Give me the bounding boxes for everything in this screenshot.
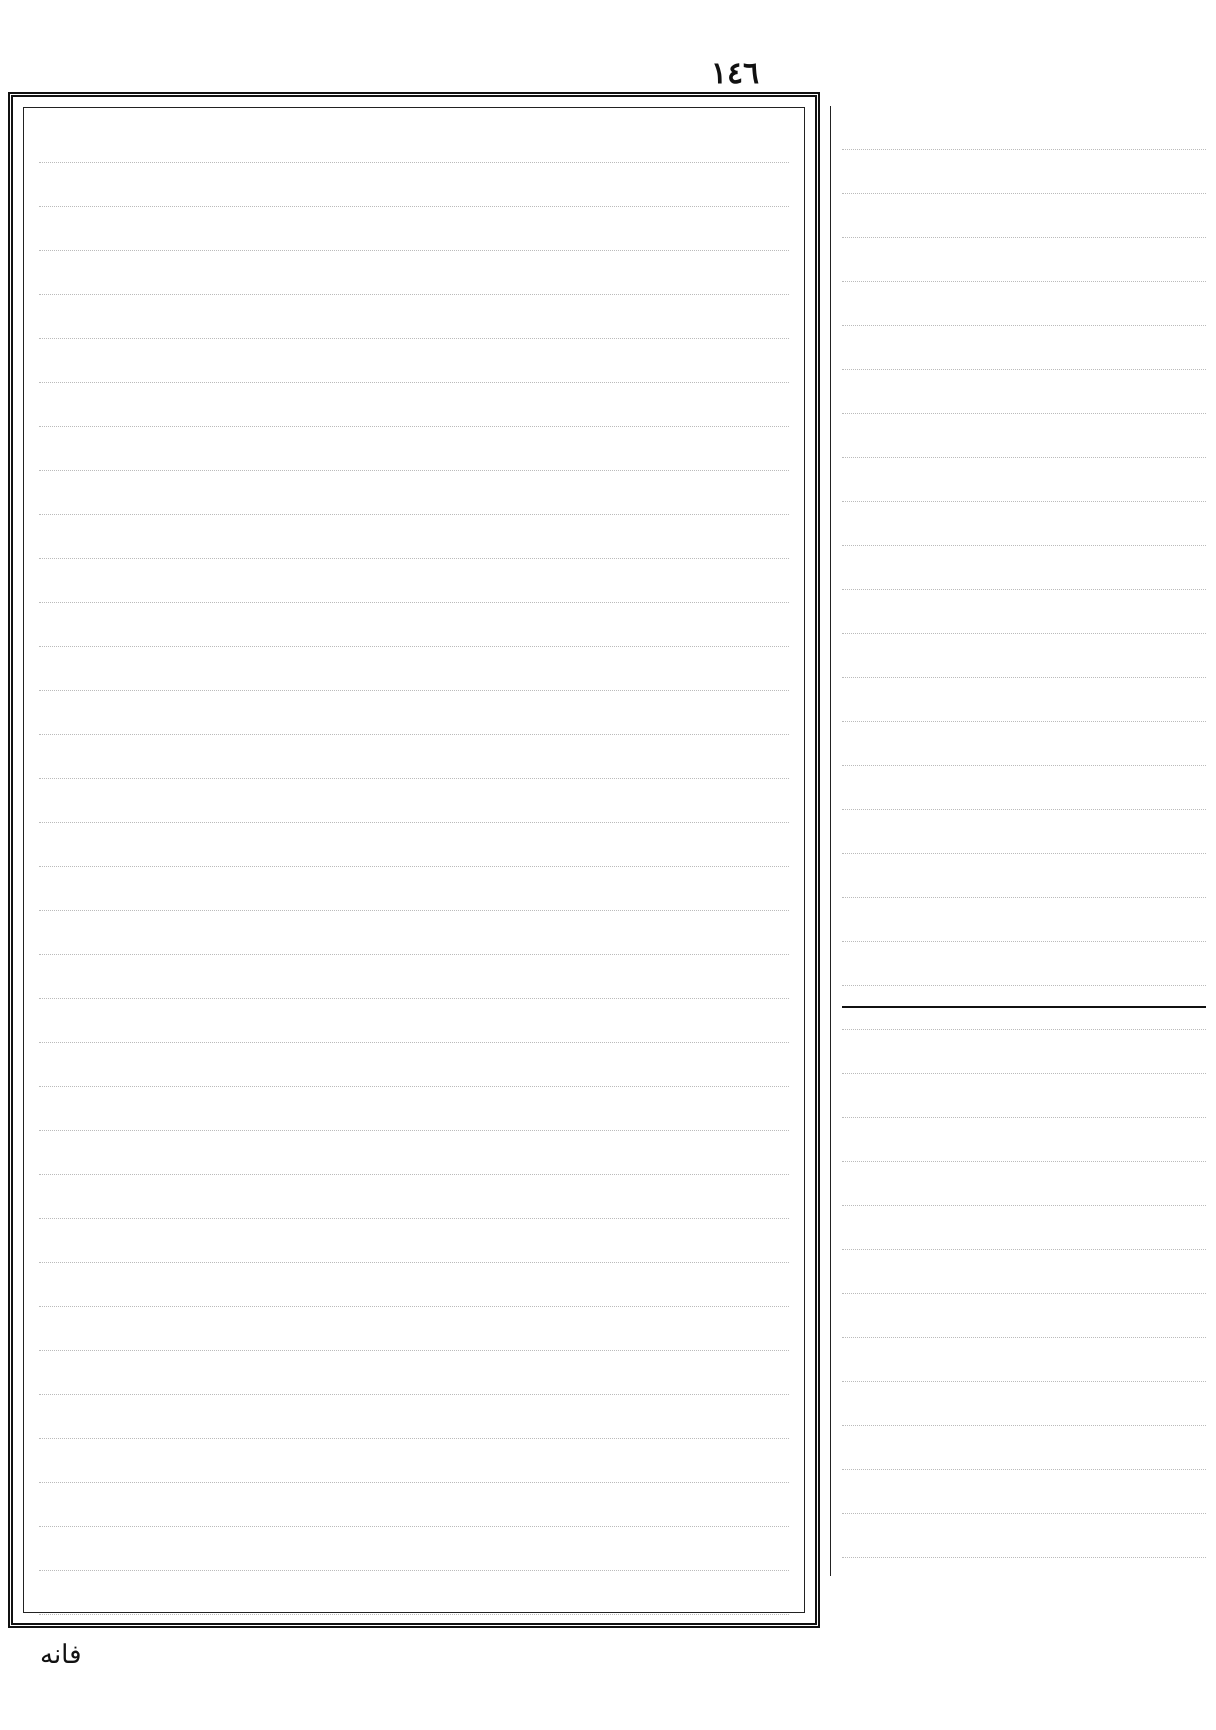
margin-text-line	[842, 810, 1206, 854]
main-text-line	[39, 603, 789, 647]
main-text-line	[39, 515, 789, 559]
main-text-line	[39, 691, 789, 735]
margin-text-line	[842, 194, 1206, 238]
margin-text-line	[842, 1514, 1206, 1558]
main-text-line	[39, 1175, 789, 1219]
margin-text-line	[842, 1470, 1206, 1514]
main-text-line	[39, 647, 789, 691]
main-text-line	[39, 1351, 789, 1395]
margin-text-line	[842, 326, 1206, 370]
main-text-line	[39, 1087, 789, 1131]
main-text-line	[39, 119, 789, 163]
main-text-frame	[8, 92, 820, 1628]
main-text-line	[39, 735, 789, 779]
margin-text-line	[842, 1074, 1206, 1118]
margin-text-line	[842, 1382, 1206, 1426]
margin-rule	[830, 106, 831, 1576]
margin-text-line	[842, 986, 1206, 1030]
main-text-line	[39, 867, 789, 911]
margin-text-line	[842, 590, 1206, 634]
margin-text-line	[842, 1162, 1206, 1206]
catchword: فانه	[40, 1640, 82, 1670]
margin-text-line	[842, 1338, 1206, 1382]
margin-text-line	[842, 898, 1206, 942]
margin-text-line	[842, 414, 1206, 458]
page-number: ١٤٦	[710, 56, 760, 91]
main-text-line	[39, 823, 789, 867]
main-text-line	[39, 955, 789, 999]
main-text-line	[39, 1483, 789, 1527]
main-text-line	[39, 339, 789, 383]
margin-text-line	[842, 238, 1206, 282]
main-text-line	[39, 163, 789, 207]
main-text-line	[39, 1571, 789, 1615]
main-text-line	[39, 471, 789, 515]
main-text-line	[39, 1131, 789, 1175]
margin-separator	[842, 1006, 1206, 1008]
main-text-line	[39, 383, 789, 427]
main-text-line	[39, 999, 789, 1043]
margin-text-line	[842, 502, 1206, 546]
main-text-line	[39, 251, 789, 295]
margin-text-line	[842, 1294, 1206, 1338]
margin-text-line	[842, 150, 1206, 194]
margin-text-line	[842, 722, 1206, 766]
margin-text-line	[842, 854, 1206, 898]
margin-text-block	[842, 106, 1206, 1558]
main-text-line	[39, 1395, 789, 1439]
main-text-line	[39, 207, 789, 251]
main-text-line	[39, 1307, 789, 1351]
margin-text-line	[842, 458, 1206, 502]
margin-text-line	[842, 1250, 1206, 1294]
margin-text-line	[842, 106, 1206, 150]
margin-text-line	[842, 678, 1206, 722]
main-text-line	[39, 1527, 789, 1571]
main-text-line	[39, 911, 789, 955]
main-text-block	[39, 119, 789, 1601]
main-text-line	[39, 779, 789, 823]
margin-text-line	[842, 1030, 1206, 1074]
margin-commentary	[830, 106, 1206, 1576]
main-text-line	[39, 559, 789, 603]
main-text-line	[39, 1439, 789, 1483]
margin-text-line	[842, 1426, 1206, 1470]
margin-text-line	[842, 1118, 1206, 1162]
margin-text-line	[842, 546, 1206, 590]
margin-text-line	[842, 282, 1206, 326]
main-text-line	[39, 427, 789, 471]
main-text-line	[39, 295, 789, 339]
main-text-line	[39, 1043, 789, 1087]
main-text-line	[39, 1219, 789, 1263]
margin-text-line	[842, 766, 1206, 810]
margin-text-line	[842, 634, 1206, 678]
margin-text-line	[842, 370, 1206, 414]
margin-text-line	[842, 942, 1206, 986]
margin-text-line	[842, 1206, 1206, 1250]
main-text-line	[39, 1263, 789, 1307]
